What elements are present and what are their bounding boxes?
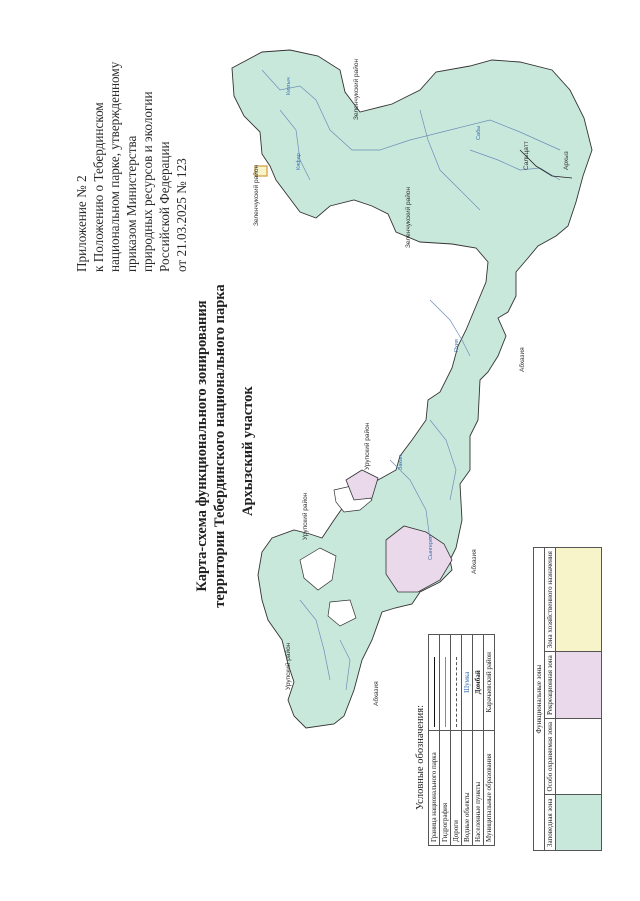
river-line-sample: [440, 635, 451, 731]
zone-name: Особо охраняемая зона: [545, 718, 556, 795]
region-label: Абхазия: [373, 681, 380, 706]
appendix-line: от 21.03.2025 № 123: [173, 158, 189, 272]
appendix-line: Приложение № 2: [74, 175, 89, 272]
zones-table: [533, 547, 602, 851]
legend-row: [462, 635, 473, 846]
legend-label: Муниципальные образования: [484, 730, 495, 845]
legend-label: Водные объекты: [462, 730, 473, 845]
appendix-line: к Положению о Тебердинском: [90, 102, 106, 272]
legend-sample: Шумка: [462, 635, 473, 731]
zone-name: Рекреационная зона: [545, 652, 556, 719]
region-label: Абхазия: [519, 347, 526, 372]
zone-swatch: [556, 652, 602, 719]
region-label: Зеленчукский район: [253, 164, 260, 226]
region-label: Абхазия: [471, 549, 478, 574]
water-label: Сабы: [476, 125, 482, 140]
zone-name: Заповедная зона: [545, 795, 556, 851]
water-label: Закан: [398, 454, 404, 470]
region-label: Урупский район: [302, 492, 309, 540]
road-line-sample: [451, 635, 462, 731]
appendix-line: национальном парке, утвержденному: [107, 61, 123, 272]
region-label: Зеленчукский район: [353, 58, 360, 120]
water-label: Кяфар: [296, 153, 302, 170]
region-label: Урупский район: [364, 422, 371, 470]
legend-row: [429, 635, 440, 846]
legend-table: [428, 634, 495, 846]
water-label: Пхия: [454, 339, 460, 352]
legend-title: Условные обозначения:: [415, 704, 426, 810]
zones-header: Функциональные зоны: [534, 548, 545, 851]
legend-sample: Домбай: [473, 635, 484, 731]
zone-swatch: [556, 548, 602, 652]
legend-label: Гидрография: [440, 730, 451, 845]
legend-label: Дороги: [451, 730, 462, 845]
zone-swatch: [556, 795, 602, 851]
legend-row: [473, 635, 484, 846]
legend-label: Населенные пункты: [473, 730, 484, 845]
place-label: Архыз: [563, 151, 570, 170]
zone-swatch: [556, 718, 602, 795]
water-label: Сынгерен: [428, 534, 434, 560]
place-label: Сальцатт: [523, 141, 530, 170]
legend-row: [440, 635, 451, 846]
map-title-line: Карта-схема функционального зонирования: [194, 300, 210, 592]
appendix-line: природных ресурсов и экологии: [140, 91, 156, 272]
border-line-sample: [429, 635, 440, 731]
legend-label: Граница национального парка: [429, 730, 440, 845]
appendix-line: приказом Министерства: [123, 135, 139, 272]
zone-name: Зона хозяйственного назначения: [545, 548, 556, 652]
legend-sample: Карачаевский район: [484, 635, 495, 731]
region-label: Зеленчукский район: [405, 186, 412, 248]
legend-row: [451, 635, 462, 846]
region-label: Урупский район: [285, 642, 292, 690]
map-title-line: территории Тебердинского национального парка: [212, 284, 228, 608]
map-subtitle: Архызский участок: [240, 386, 256, 516]
legend-row: [484, 635, 495, 846]
appendix-line: Российской Федерации: [156, 141, 172, 272]
water-label: Кизгыч: [286, 77, 292, 95]
